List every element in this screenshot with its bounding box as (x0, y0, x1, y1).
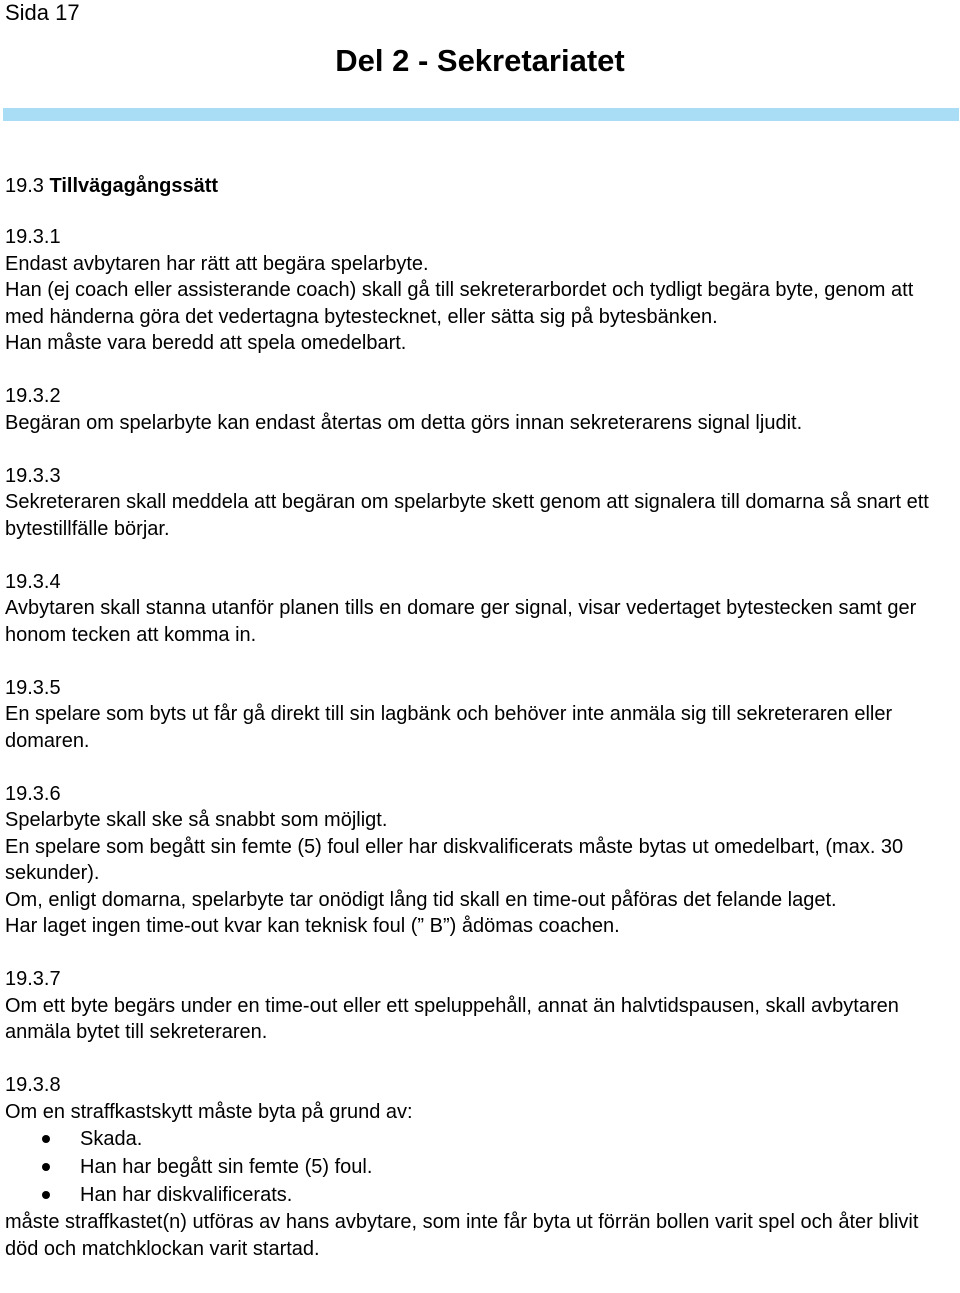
clause-number: 19.3.5 (5, 676, 61, 699)
bullet-icon (42, 1191, 50, 1199)
clause-19-3-3 (5, 463, 955, 543)
clause-number: 19.3.6 (5, 782, 61, 805)
clause-number: 19.3.1 (5, 226, 61, 248)
page-number: Sida 17 (5, 0, 80, 25)
clause-19-3-8 (5, 1072, 955, 1262)
clause-text: Begäran om spelarbyte kan endast återtas om detta görs innan sekreterarens signal ljudit. (5, 411, 803, 434)
title-rule (3, 108, 959, 121)
clause-19-3-4 (5, 569, 955, 649)
section-number: 19.3 (5, 175, 44, 197)
clause-number: 19.3.3 (5, 464, 61, 487)
clause-list (5, 224, 955, 1046)
document-body (5, 172, 955, 1289)
clause-19-3-1 (5, 224, 955, 357)
clause-text: Om, enligt domarna, spelarbyte tar onödigt lång tid skall en time-out påföras det felande laget. (5, 888, 837, 911)
clause-text: Sekreteraren skall meddela att begäran om spelarbyte skett genom att signalera till domarna så snart ett bytestillfälle börjar. (5, 491, 929, 540)
clause-outro: måste straffkastet(n) utföras av hans avbytare, som inte får byta ut förrän bollen varit spel och åter blivit död och matchklockan varit startad. (5, 1211, 919, 1260)
clause-19-3-6 (5, 781, 955, 940)
bullet-item (5, 1181, 955, 1209)
clause-text: Han måste vara beredd att spela omedelbart. (5, 332, 407, 354)
section-heading (5, 172, 955, 200)
clause-number: 19.3.8 (5, 1074, 61, 1096)
bullet-list (5, 1125, 955, 1209)
clause-19-3-2 (5, 383, 955, 436)
bullet-item (5, 1153, 955, 1181)
bullet-text: Han har diskvalificerats. (80, 1184, 293, 1206)
clause-text: En spelare som begått sin femte (5) foul eller har diskvalificerats måste bytas ut omedelbart, (max. 30 sekunder). (5, 835, 904, 884)
clause-text: Har laget ingen time-out kvar kan teknisk foul (” B”) ådömas coachen. (5, 915, 620, 937)
clause-text: Han (ej coach eller assisterande coach) skall gå till sekreterarbordet och tydligt begära byte, genom att med händerna göra det vedertagna bytestecknet, eller sätta sig på bytesbänken. (5, 279, 914, 328)
clause-19-3-7 (5, 966, 955, 1046)
page-title: Del 2 - Sekretariatet (335, 43, 625, 78)
bullet-text: Skada. (80, 1128, 143, 1150)
clause-number: 19.3.7 (5, 968, 61, 990)
clause-number: 19.3.2 (5, 385, 61, 407)
bullet-item (5, 1125, 955, 1153)
bullet-icon (42, 1135, 50, 1143)
clause-number: 19.3.4 (5, 570, 61, 593)
clause-text: Om ett byte begärs under en time-out eller ett speluppehåll, annat än halvtidspausen, skall avbytaren anmäla bytet till sekreteraren. (5, 994, 899, 1043)
section-label: Tillvägagångssätt (49, 175, 219, 197)
clause-text: Spelarbyte skall ske så snabbt som möjligt. (5, 809, 388, 831)
bullet-icon (42, 1163, 50, 1171)
bullet-text: Han har begått sin femte (5) foul. (80, 1156, 373, 1178)
clause-19-3-5 (5, 675, 955, 755)
clause-text: Endast avbytaren har rätt att begära spelarbyte. (5, 252, 429, 275)
clause-text: Avbytaren skall stanna utanför planen tills en domare ger signal, visar vedertaget bytestecken samt ger honom tecken att komma in. (5, 597, 917, 646)
clause-intro: Om en straffkastskytt måste byta på grund av: (5, 1100, 413, 1123)
clause-text: En spelare som byts ut får gå direkt till sin lagbänk och behöver inte anmäla sig till sekreteraren eller domaren. (5, 703, 893, 752)
